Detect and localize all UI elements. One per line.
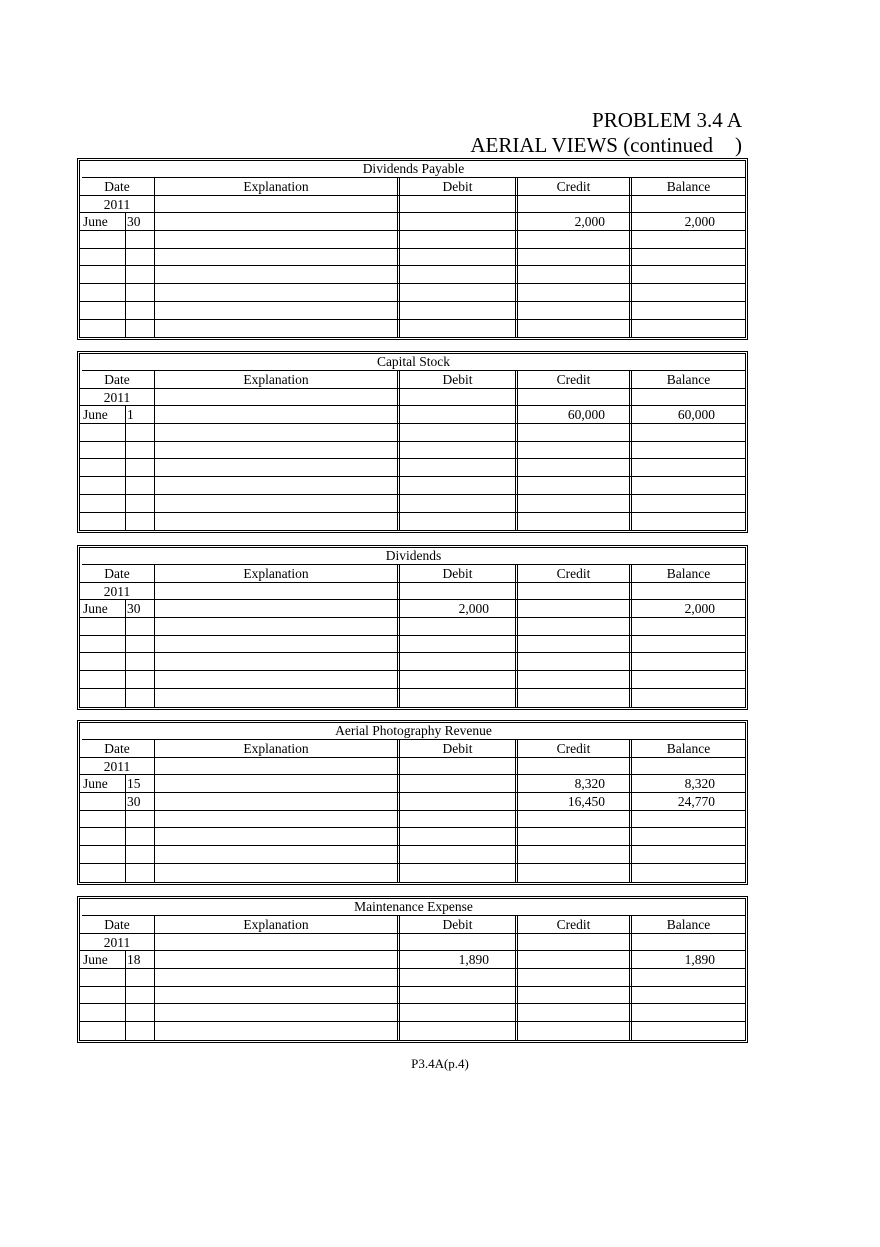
credit-cell — [518, 636, 632, 653]
debit-cell — [400, 389, 518, 406]
year-cell: 2011 — [80, 583, 155, 600]
explanation-cell — [155, 513, 400, 531]
blank-row — [80, 320, 745, 338]
blank-row — [80, 231, 745, 249]
date-header: Date — [80, 740, 155, 757]
debit-cell — [400, 196, 518, 213]
balance-header: Balance — [666, 566, 711, 581]
blank-row — [80, 249, 745, 267]
credit-cell — [518, 513, 632, 531]
explanation-cell — [155, 302, 400, 319]
column-header-row — [80, 371, 745, 389]
explanation-cell — [155, 1004, 400, 1021]
blank-row — [80, 864, 745, 882]
blank-row — [80, 442, 745, 460]
month-cell — [80, 793, 126, 810]
day-cell — [126, 828, 155, 845]
day-cell: 30 — [126, 600, 155, 617]
day-cell — [126, 653, 155, 670]
explanation-cell — [155, 689, 400, 707]
explanation-cell — [155, 618, 400, 635]
blank-row — [80, 618, 745, 636]
balance-cell — [632, 196, 745, 213]
balance-cell — [632, 477, 745, 494]
month-cell — [80, 969, 126, 986]
credit-cell — [518, 495, 632, 512]
balance-cell — [632, 1022, 745, 1040]
day-cell — [126, 477, 155, 494]
column-header-row — [80, 178, 745, 196]
month-cell: June — [80, 951, 126, 968]
explanation-cell — [155, 811, 400, 828]
month-cell — [80, 846, 126, 863]
day-cell — [126, 442, 155, 459]
balance-cell — [632, 671, 745, 688]
day-cell: 15 — [126, 775, 155, 792]
ledger-maintenance-expense — [77, 896, 748, 1043]
entry-row — [80, 951, 745, 969]
explanation-header: Explanation — [155, 178, 400, 195]
explanation-cell — [155, 828, 400, 845]
month-cell — [80, 1022, 126, 1040]
day-cell — [126, 689, 155, 707]
balance-cell — [632, 618, 745, 635]
debit-header: Debit — [400, 178, 518, 195]
explanation-cell — [155, 249, 400, 266]
credit-cell — [518, 600, 632, 617]
debit-cell — [400, 459, 518, 476]
date-header: Date — [80, 916, 155, 933]
debit-cell — [400, 406, 518, 423]
blank-row — [80, 513, 745, 531]
credit-cell: 8,320 — [518, 775, 632, 792]
blank-row — [80, 302, 745, 320]
balance-cell: 8,320 — [684, 776, 715, 792]
credit-cell — [518, 864, 632, 882]
balance-cell — [632, 987, 745, 1004]
debit-cell — [400, 213, 518, 230]
page-footer: P3.4A(p.4) — [411, 1056, 469, 1071]
credit-cell — [518, 231, 632, 248]
explanation-cell — [155, 846, 400, 863]
explanation-cell — [155, 424, 400, 441]
debit-cell — [400, 758, 518, 775]
explanation-cell — [155, 775, 400, 792]
balance-cell — [632, 389, 745, 406]
column-header-row — [80, 740, 745, 758]
ledger-dividends — [77, 545, 748, 710]
credit-header: Credit — [518, 371, 632, 388]
month-cell — [80, 513, 126, 531]
day-cell: 30 — [126, 213, 155, 230]
debit-cell — [400, 495, 518, 512]
date-header: Date — [80, 178, 155, 195]
debit-header: Debit — [400, 916, 518, 933]
debit-cell — [400, 934, 518, 951]
subtitle-text: AERIAL VIEWS (continued — [470, 133, 713, 157]
balance-cell — [632, 302, 745, 319]
credit-header: Credit — [518, 178, 632, 195]
debit-cell — [400, 793, 518, 810]
balance-header: Balance — [666, 179, 711, 194]
debit-cell — [400, 583, 518, 600]
debit-cell — [400, 969, 518, 986]
balance-cell — [632, 266, 745, 283]
debit-cell — [400, 231, 518, 248]
problem-title: PROBLEM 3.4 A — [592, 108, 742, 132]
explanation-cell — [155, 969, 400, 986]
debit-cell — [400, 1004, 518, 1021]
explanation-cell — [155, 459, 400, 476]
year-cell: 2011 — [80, 934, 155, 951]
explanation-cell — [155, 583, 400, 600]
balance-cell — [632, 828, 745, 845]
day-cell — [126, 459, 155, 476]
account-title: Maintenance Expense — [82, 899, 745, 916]
day-cell — [126, 284, 155, 301]
explanation-cell — [155, 389, 400, 406]
date-header: Date — [80, 565, 155, 582]
month-cell — [80, 442, 126, 459]
credit-cell — [518, 424, 632, 441]
day-cell — [126, 636, 155, 653]
debit-cell — [400, 266, 518, 283]
month-cell — [80, 689, 126, 707]
credit-cell — [518, 583, 632, 600]
debit-cell — [400, 671, 518, 688]
month-cell — [80, 828, 126, 845]
explanation-cell — [155, 442, 400, 459]
month-cell — [80, 1004, 126, 1021]
column-header-row — [80, 565, 745, 583]
day-cell — [126, 266, 155, 283]
balance-cell — [632, 442, 745, 459]
balance-cell — [632, 811, 745, 828]
day-cell: 18 — [126, 951, 155, 968]
blank-row — [80, 828, 745, 846]
month-cell — [80, 671, 126, 688]
month-cell — [80, 653, 126, 670]
account-title: Dividends Payable — [82, 161, 745, 178]
day-cell — [126, 231, 155, 248]
balance-cell — [632, 969, 745, 986]
month-cell — [80, 231, 126, 248]
credit-cell — [518, 196, 632, 213]
blank-row — [80, 846, 745, 864]
debit-cell — [400, 864, 518, 882]
month-cell — [80, 320, 126, 338]
entry-row — [80, 600, 745, 618]
debit-cell — [400, 987, 518, 1004]
debit-cell — [400, 249, 518, 266]
column-header-row — [80, 916, 745, 934]
month-cell — [80, 249, 126, 266]
month-cell — [80, 495, 126, 512]
explanation-cell — [155, 653, 400, 670]
balance-cell: 24,770 — [677, 794, 715, 810]
debit-cell — [400, 653, 518, 670]
credit-header: Credit — [518, 916, 632, 933]
debit-cell — [400, 811, 518, 828]
blank-row — [80, 495, 745, 513]
debit-header: Debit — [400, 565, 518, 582]
balance-cell: 2,000 — [684, 214, 715, 230]
debit-cell — [400, 1022, 518, 1040]
debit-cell — [400, 477, 518, 494]
day-cell — [126, 671, 155, 688]
explanation-cell — [155, 864, 400, 882]
month-cell: June — [80, 406, 126, 423]
year-row — [80, 934, 745, 952]
day-cell — [126, 249, 155, 266]
debit-cell — [400, 424, 518, 441]
debit-header: Debit — [400, 371, 518, 388]
explanation-cell — [155, 320, 400, 338]
entry-row — [80, 793, 745, 811]
debit-cell: 2,000 — [400, 600, 518, 617]
balance-cell — [632, 864, 745, 882]
account-title: Dividends — [82, 548, 745, 565]
month-cell — [80, 987, 126, 1004]
blank-row — [80, 477, 745, 495]
account-title: Aerial Photography Revenue — [82, 723, 745, 740]
credit-cell: 60,000 — [518, 406, 632, 423]
balance-cell — [632, 284, 745, 301]
month-cell — [80, 618, 126, 635]
debit-cell — [400, 284, 518, 301]
explanation-cell — [155, 284, 400, 301]
month-cell — [80, 302, 126, 319]
debit-cell — [400, 846, 518, 863]
credit-cell — [518, 987, 632, 1004]
balance-cell — [632, 583, 745, 600]
explanation-cell — [155, 406, 400, 423]
month-cell — [80, 477, 126, 494]
month-cell — [80, 811, 126, 828]
debit-cell — [400, 636, 518, 653]
balance-cell — [632, 320, 745, 338]
day-cell — [126, 846, 155, 863]
explanation-cell — [155, 477, 400, 494]
blank-row — [80, 969, 745, 987]
date-header: Date — [80, 371, 155, 388]
ledger-aerial-photography-revenue — [77, 720, 748, 885]
credit-header: Credit — [518, 740, 632, 757]
explanation-cell — [155, 231, 400, 248]
credit-cell — [518, 689, 632, 707]
blank-row — [80, 987, 745, 1005]
credit-cell — [518, 653, 632, 670]
month-cell — [80, 266, 126, 283]
blank-row — [80, 1004, 745, 1022]
blank-row — [80, 671, 745, 689]
year-cell: 2011 — [80, 196, 155, 213]
credit-cell — [518, 266, 632, 283]
debit-cell — [400, 828, 518, 845]
blank-row — [80, 459, 745, 477]
explanation-header: Explanation — [155, 565, 400, 582]
debit-cell — [400, 618, 518, 635]
year-row — [80, 389, 745, 407]
day-cell: 30 — [126, 793, 155, 810]
credit-cell — [518, 811, 632, 828]
entry-row — [80, 775, 745, 793]
problem-subtitle — [470, 133, 742, 157]
credit-cell — [518, 320, 632, 338]
balance-cell — [632, 495, 745, 512]
explanation-cell — [155, 213, 400, 230]
month-cell — [80, 459, 126, 476]
balance-header: Balance — [666, 741, 711, 756]
day-cell — [126, 495, 155, 512]
year-cell: 2011 — [80, 758, 155, 775]
credit-cell — [518, 442, 632, 459]
explanation-cell — [155, 196, 400, 213]
explanation-cell — [155, 793, 400, 810]
explanation-cell — [155, 951, 400, 968]
day-cell — [126, 811, 155, 828]
explanation-cell — [155, 934, 400, 951]
explanation-cell — [155, 636, 400, 653]
explanation-header: Explanation — [155, 916, 400, 933]
blank-row — [80, 284, 745, 302]
subtitle-close-paren: ) — [735, 133, 742, 157]
credit-cell — [518, 477, 632, 494]
explanation-cell — [155, 671, 400, 688]
debit-cell — [400, 302, 518, 319]
credit-cell — [518, 671, 632, 688]
credit-cell — [518, 969, 632, 986]
explanation-cell — [155, 600, 400, 617]
balance-cell — [632, 424, 745, 441]
month-cell — [80, 424, 126, 441]
balance-header: Balance — [666, 372, 711, 387]
balance-cell — [632, 459, 745, 476]
ledger-capital-stock — [77, 351, 748, 533]
blank-row — [80, 266, 745, 284]
credit-cell — [518, 828, 632, 845]
credit-cell — [518, 1022, 632, 1040]
balance-header: Balance — [666, 917, 711, 932]
balance-cell: 1,890 — [684, 952, 715, 968]
balance-cell — [632, 249, 745, 266]
blank-row — [80, 1022, 745, 1040]
blank-row — [80, 424, 745, 442]
ledger-dividends-payable — [77, 158, 748, 340]
month-cell — [80, 864, 126, 882]
credit-cell — [518, 284, 632, 301]
credit-cell — [518, 846, 632, 863]
explanation-cell — [155, 758, 400, 775]
month-cell: June — [80, 600, 126, 617]
day-cell — [126, 424, 155, 441]
day-cell — [126, 969, 155, 986]
credit-cell: 2,000 — [518, 213, 632, 230]
debit-cell — [400, 513, 518, 531]
debit-cell — [400, 442, 518, 459]
day-cell — [126, 320, 155, 338]
balance-cell — [632, 689, 745, 707]
credit-cell — [518, 951, 632, 968]
blank-row — [80, 636, 745, 654]
balance-cell — [632, 636, 745, 653]
credit-cell — [518, 758, 632, 775]
month-cell — [80, 636, 126, 653]
year-row — [80, 583, 745, 601]
day-cell — [126, 864, 155, 882]
balance-cell — [632, 231, 745, 248]
explanation-header: Explanation — [155, 371, 400, 388]
credit-cell — [518, 934, 632, 951]
balance-cell: 2,000 — [684, 601, 715, 617]
day-cell — [126, 987, 155, 1004]
debit-header: Debit — [400, 740, 518, 757]
credit-cell — [518, 249, 632, 266]
balance-cell — [632, 513, 745, 531]
balance-cell — [632, 653, 745, 670]
year-cell: 2011 — [80, 389, 155, 406]
day-cell — [126, 302, 155, 319]
day-cell — [126, 1022, 155, 1040]
credit-cell — [518, 618, 632, 635]
year-row — [80, 196, 745, 214]
debit-cell: 1,890 — [400, 951, 518, 968]
month-cell: June — [80, 213, 126, 230]
credit-cell — [518, 1004, 632, 1021]
balance-cell: 60,000 — [677, 407, 715, 423]
credit-header: Credit — [518, 565, 632, 582]
credit-cell: 16,450 — [518, 793, 632, 810]
balance-cell — [632, 846, 745, 863]
balance-cell — [632, 1004, 745, 1021]
day-cell — [126, 513, 155, 531]
debit-cell — [400, 689, 518, 707]
day-cell — [126, 1004, 155, 1021]
explanation-cell — [155, 266, 400, 283]
explanation-header: Explanation — [155, 740, 400, 757]
month-cell — [80, 284, 126, 301]
entry-row — [80, 406, 745, 424]
account-title: Capital Stock — [82, 354, 745, 371]
entry-row — [80, 213, 745, 231]
day-cell — [126, 618, 155, 635]
month-cell: June — [80, 775, 126, 792]
blank-row — [80, 811, 745, 829]
explanation-cell — [155, 495, 400, 512]
explanation-cell — [155, 987, 400, 1004]
blank-row — [80, 689, 745, 707]
debit-cell — [400, 320, 518, 338]
day-cell: 1 — [126, 406, 155, 423]
debit-cell — [400, 775, 518, 792]
explanation-cell — [155, 1022, 400, 1040]
credit-cell — [518, 389, 632, 406]
balance-cell — [632, 934, 745, 951]
credit-cell — [518, 302, 632, 319]
balance-cell — [632, 758, 745, 775]
year-row — [80, 758, 745, 776]
credit-cell — [518, 459, 632, 476]
blank-row — [80, 653, 745, 671]
